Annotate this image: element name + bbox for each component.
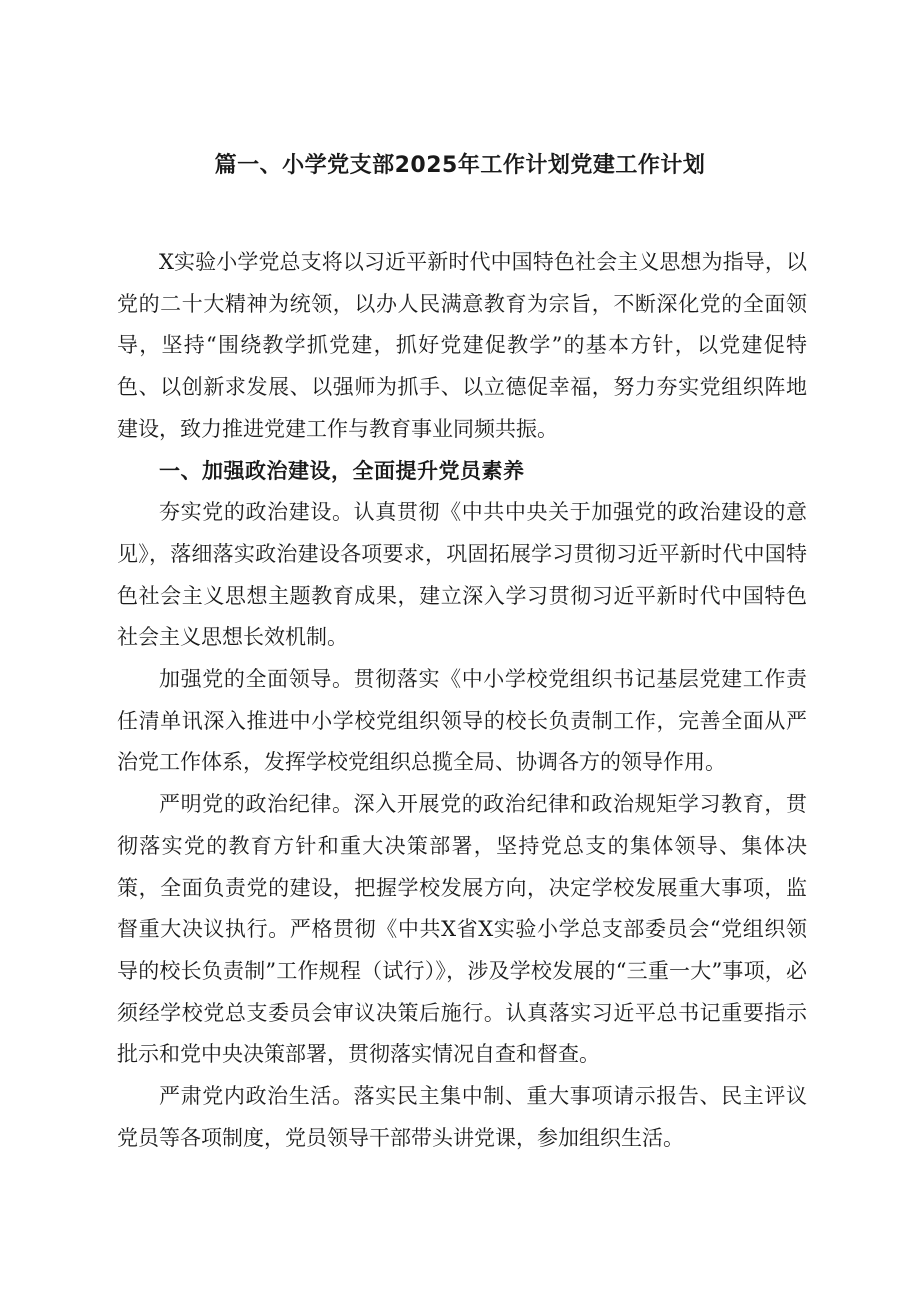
body-paragraph: 加强党的全面领导。贯彻落实《中小学校党组织书记基层党建工作责任清单讯深入推进中小学校党组织领导的校长负责制工作，完善全面从严治党工作体系，发挥学校党组织总揽全局、协调各方的领导作用。 — [117, 667, 807, 775]
document-title: 篇一、小学党支部2025年工作计划党建工作计划 — [214, 153, 706, 178]
body-paragraph: 严明党的政治纪律。深入开展党的政治纪律和政治规矩学习教育，贯彻落实党的教育方针和重大决策部署，坚持党总支的集体领导、集体决策，全面负责党的建设，把握学校发展方向，决定学校发展重大事项，监督重大决议执行。严格贯彻《中共X省X实验小学总支部委员会“党组织领导的校长负责制”工作规程（试行）》，涉及学校发展的“三重一大”事项，必须经学校党总支委员会审议决策后施行。认真落实习近平总书记重要指示批示和党中央决策部署，贯彻落实情况自查和督查。 — [117, 792, 807, 1067]
body-paragraph: 夯实党的政治建设。认真贯彻《中共中央关于加强党的政治建设的意见》，落细落实政治建设各项要求，巩固拓展学习贯彻习近平新时代中国特色社会主义思想主题教育成果，建立深入学习贯彻习近平新时代中国特色社会主义思想长效机制。 — [117, 500, 807, 650]
document-body — [117, 242, 807, 1159]
body-paragraph: 严肃党内政治生活。落实民主集中制、重大事项请示报告、民主评议党员等各项制度，党员领导干部带头讲党课，参加组织生活。 — [117, 1084, 807, 1150]
section-heading: 一、加强政治建设，全面提升党员素养 — [159, 458, 525, 483]
intro-paragraph: X实验小学党总支将以习近平新时代中国特色社会主义思想为指导，以党的二十大精神为统领，以办人民满意教育为宗旨，不断深化党的全面领导，坚持“围绕教学抓党建，抓好党建促教学”的基本方针，以党建促特色、以创新求发展、以强师为抓手、以立德促幸福，努力夯实党组织阵地建设，致力推进党建工作与教育事业同频共振。 — [117, 250, 807, 441]
